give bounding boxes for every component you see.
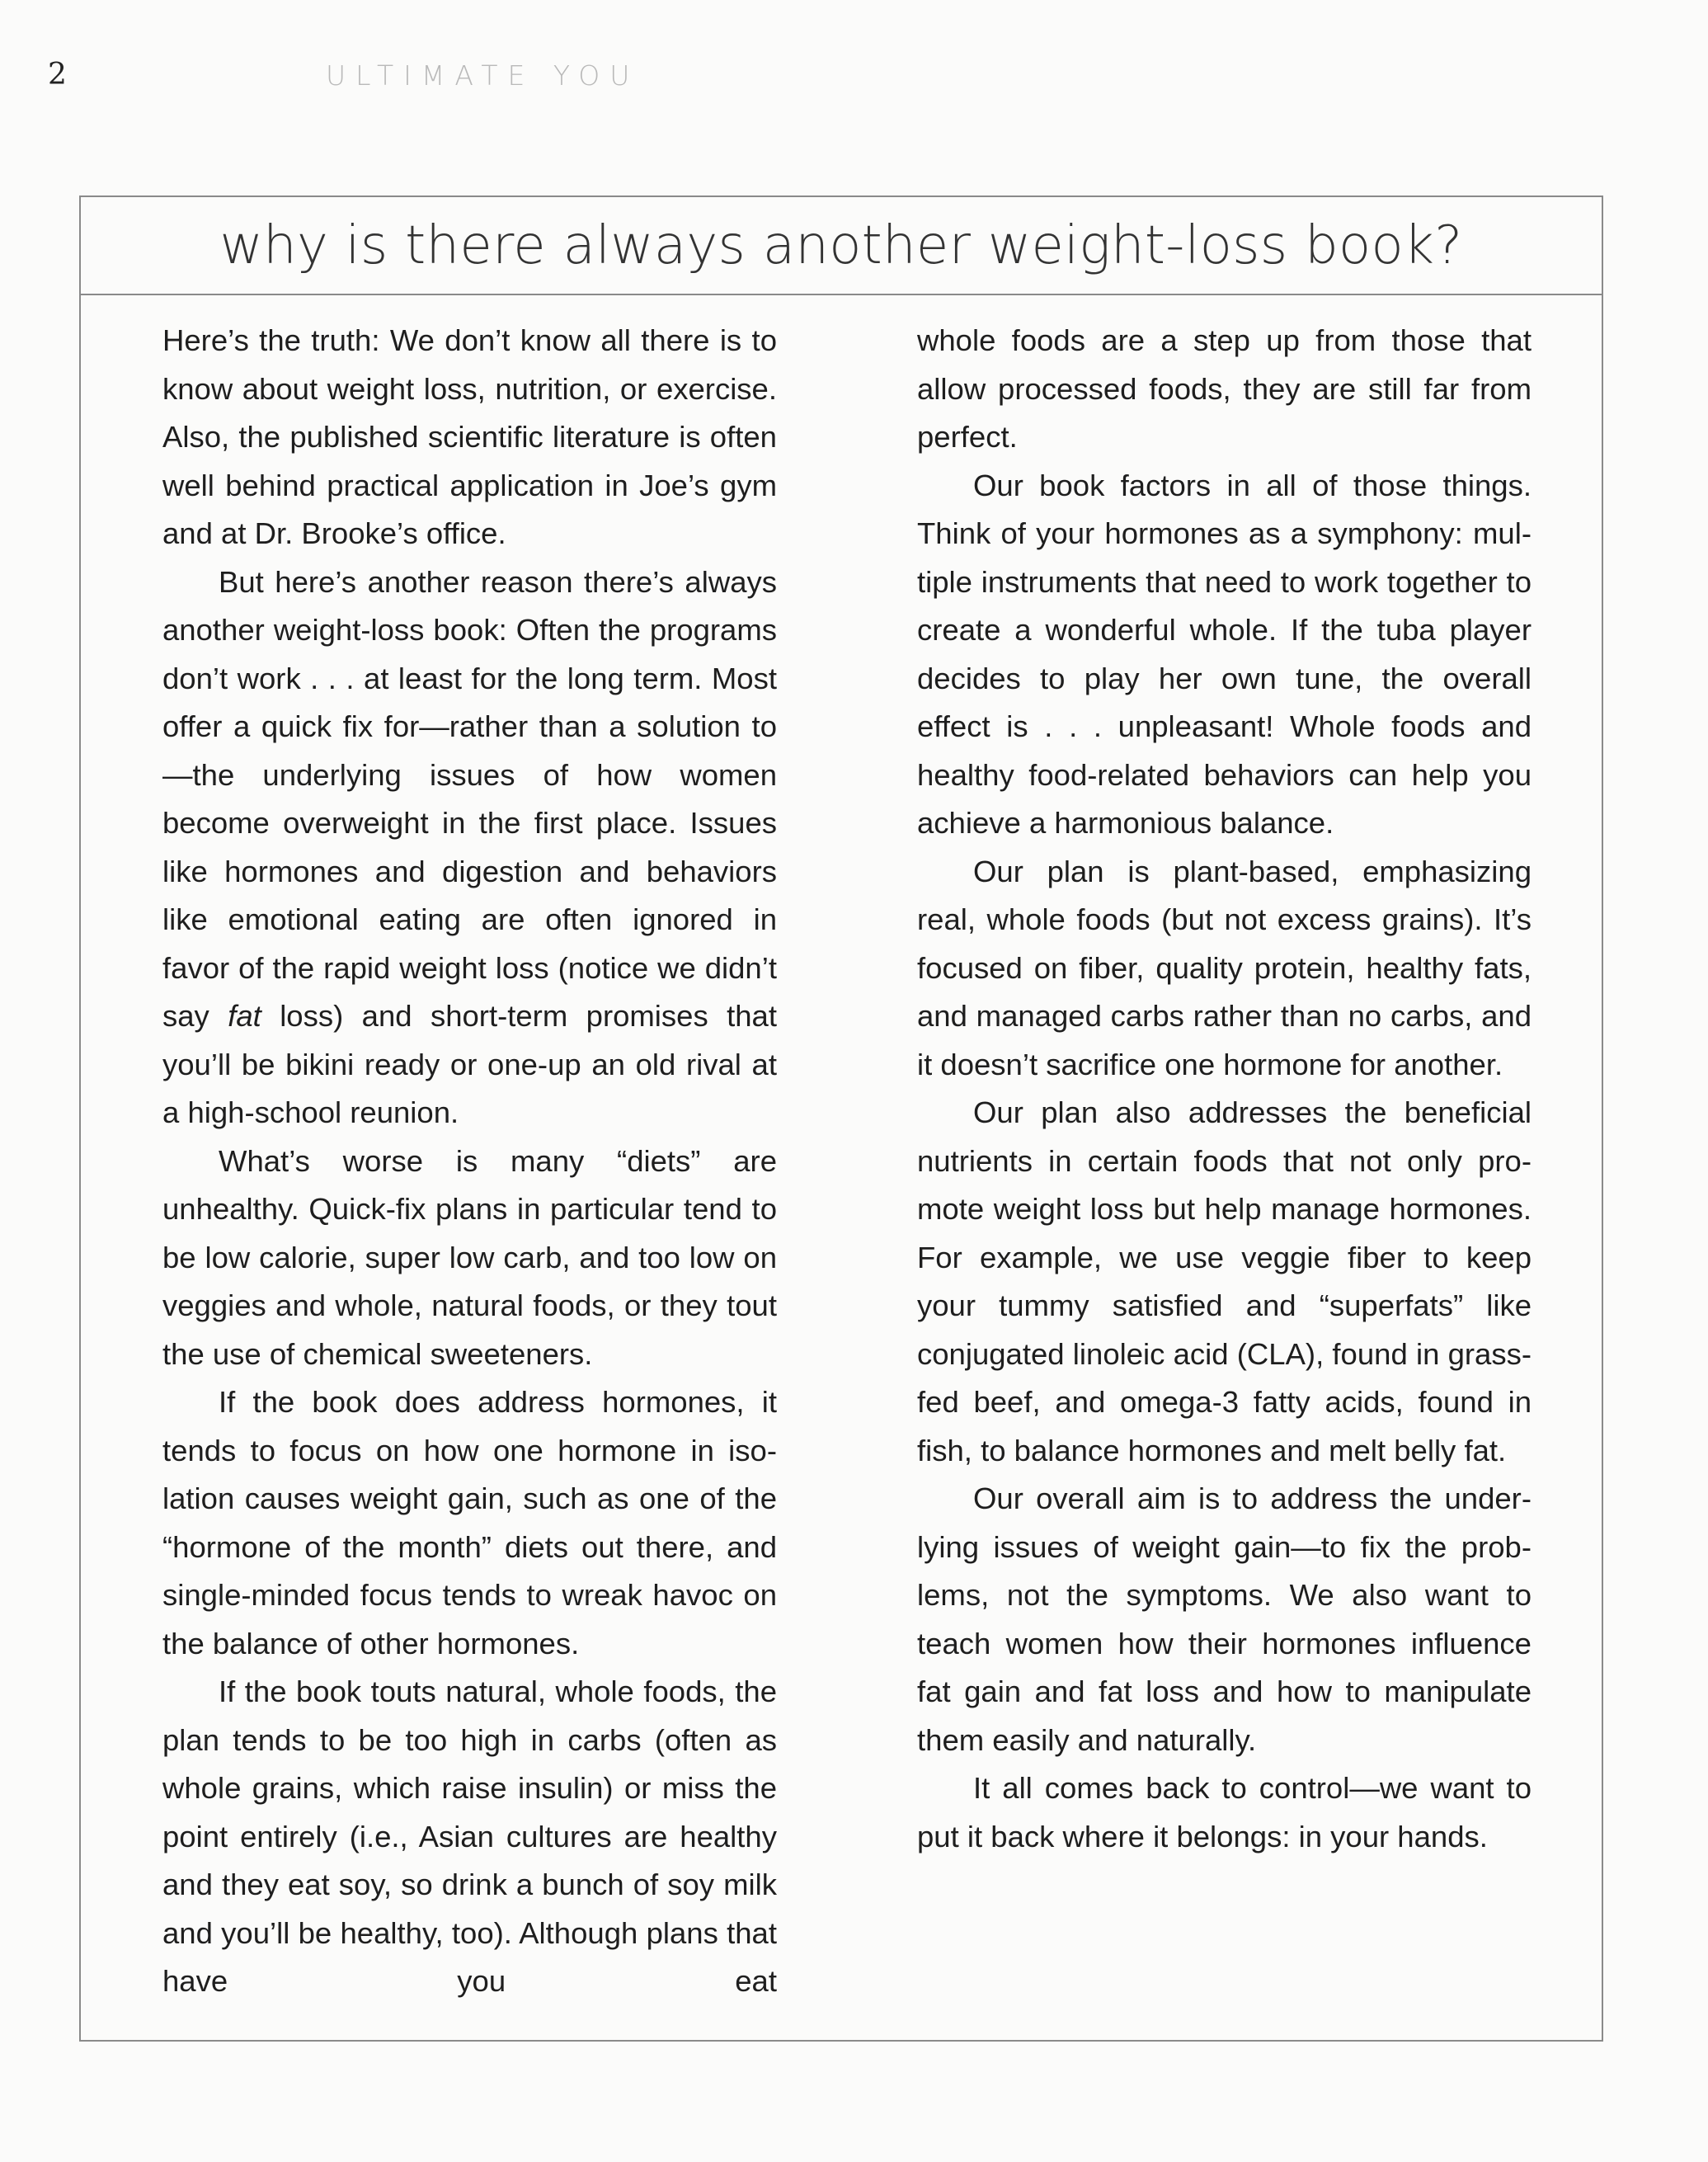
paragraph: whole foods are a step up from those that allow processed foods, they are still far from perfect. (917, 323, 1532, 454)
paragraph: Our overall aim is to address the underlying issues of weight gain—to fix the problems, not the symptoms. We also want to teach women how their hormones influence fat gain and fat loss and how to manipulate them easily and naturally. (917, 1481, 1532, 1757)
paragraph: Our book factors in all of those things. Think of your hormones as a symphony: multiple instruments that need to work together to create a wonderful whole. If the tuba player decides to play her own tune, the overall effect is . . . unpleasant! Whole foods and healthy food-related behaviors can help you achieve a harmonious balance. (917, 468, 1532, 840)
paragraph: If the book touts natural, whole foods, the plan tends to be too high in carbs (often as whole grains, which raise insulin) or miss the point entirely (i.e., Asian cultures are healthy and they eat soy, so drink a bunch of soy milk and you’ll be healthy, too). Although plans that have you eat (162, 1674, 777, 1998)
paragraph-text: But here’s another reason there’s always another weight-loss book: Often the programs don’t work . . . at least for the long term. Most offer a quick fix for—rather than a solution to—the underlying issues of how women become overweight in the first place. Issues like hormones and digestion and behaviors like emotional eating are often ignored in favor of the rapid weight loss (notice we didn’t say (162, 564, 777, 1033)
running-head: ULTIMATE YOU (326, 59, 640, 92)
emphasis-text: fat (228, 999, 261, 1033)
sidebar-box (79, 195, 1603, 2042)
page-number: 2 (48, 58, 67, 92)
paragraph: It all comes back to control—we want to put it back where it belongs: in your hands. (917, 1771, 1532, 1853)
paragraph: Our plan is plant-based, emphasizing real, whole foods (but not excess grains). It’s focused on fiber, quality protein, healthy fats, and managed carbs rather than no carbs, and it doesn’t sacrifice one hormone for another. (917, 854, 1532, 1081)
paragraph: Our plan also addresses the beneficial nutrients in certain foods that not only promote weight loss but help manage hormones. For example, we use veggie fiber to keep your tummy satisfied and “superfats” like conjugated linoleic acid (CLA), found in grass-fed beef, and omega-3 fatty acids, found in fish, to balance hormones and melt belly fat. (917, 1095, 1532, 1467)
left-column (162, 317, 777, 2006)
right-column (917, 317, 1532, 1861)
paragraph-text: loss) and short-term promises that you’ll be bikini ready or one-up an old rival at a high-school reunion. (162, 999, 777, 1129)
sidebar-title-bar (81, 197, 1602, 295)
paragraph: Here’s the truth: We don’t know all there is to know about weight loss, nutrition, or exercise. Also, the published scientific literature is often well behind practical application in Joe’s gym and at Dr. Brooke’s office. (162, 323, 777, 550)
sidebar-title: why is there always another weight-loss book? (219, 214, 1463, 276)
paragraph: What’s worse is many “diets” are unhealthy. Quick-fix plans in particular tend to be low calorie, super low carb, and too low on veggies and whole, natural foods, or they tout the use of chemical sweeteners. (162, 1143, 777, 1371)
paragraph (162, 558, 777, 1138)
paragraph: If the book does address hormones, it tends to focus on how one hormone in isolation causes weight gain, such as one of the “hormone of the month” diets out there, and single-minded focus tends to wreak havoc on the balance of other hormones. (162, 1385, 777, 1660)
